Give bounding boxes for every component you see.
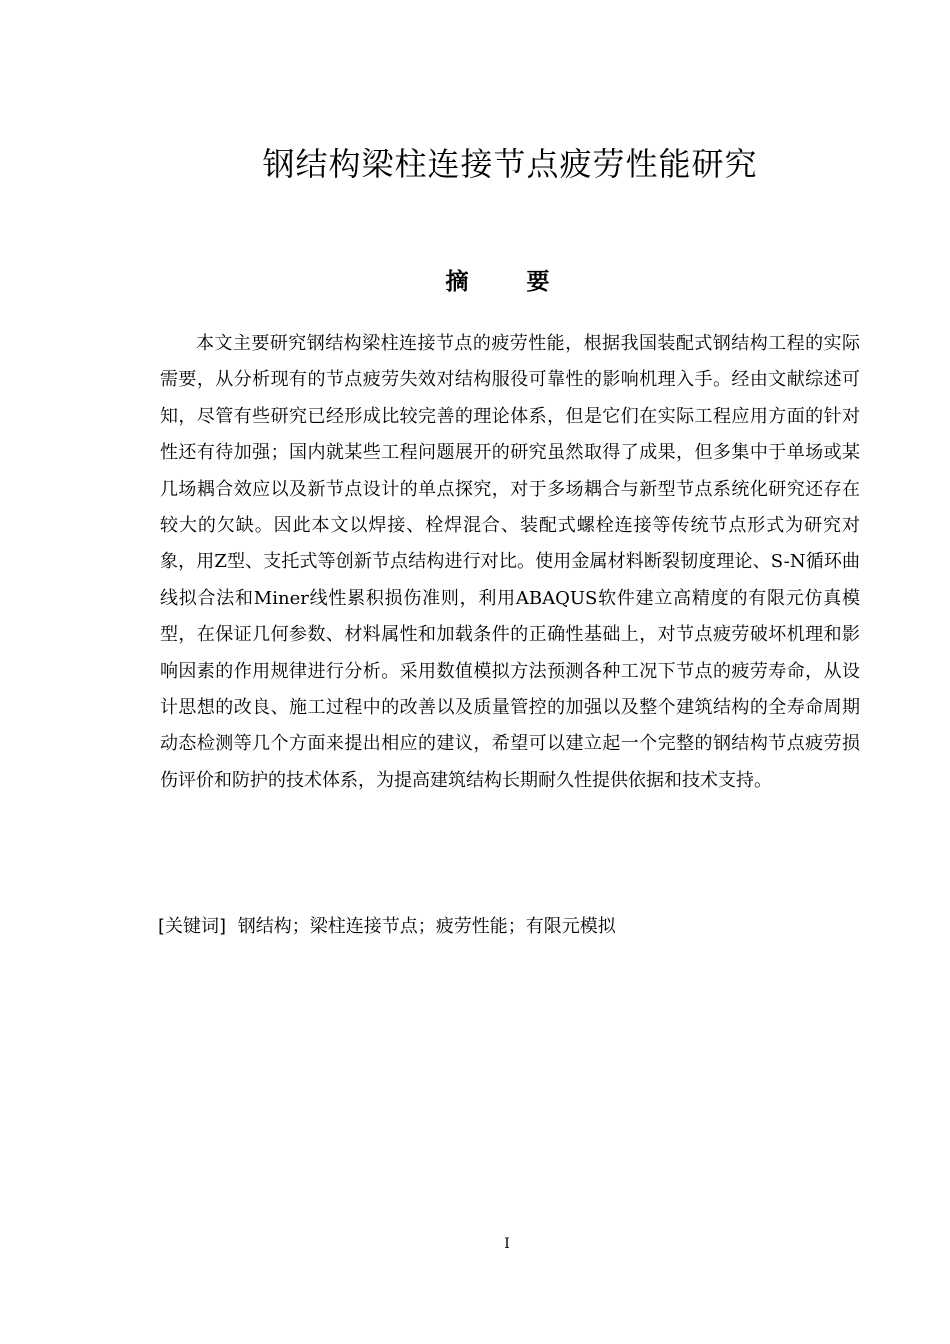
abstract-body: 本文主要研究钢结构梁柱连接节点的疲劳性能，根据我国装配式钢结构工程的实际需要，从分析现有的节点疲劳失效对结构服役可靠性的影响机理入手。经由文献综述可知，尽管有些研究已经形成比较完善的理论体系，但是它们在实际工程应用方面的针对性还有待加强；国内就某些工程问题展开的研究虽然取得了成果，但多集中于单场或某几场耦合效应以及新节点设计的单点探究，对于多场耦合与新型节点系统化研究还存在较大的欠缺。因此本文以焊接、栓焊混合、装配式螺栓连接等传统节点形式为研究对象，用Z型、支托式等创新节点结构进行对比。使用金属材料断裂韧度理论、S-N循环曲线拟合法和Miner线性累积损伤准则，利用ABAQUS软件建立高精度的有限元仿真模型，在保证几何参数、材料属性和加载条件的正确性基础上，对节点疲劳破坏机理和影响因素的作用规律进行分析。采用数值模拟方法预测各种工况下节点的疲劳寿命，从设计思想的改良、施工过程中的改善以及质量管控的加强以及整个建筑结构的全寿命周期动态检测等几个方面来提出相应的建议，希望可以建立起一个完整的钢结构节点疲劳损伤评价和防护的技术体系，为提高建筑结构长期耐久性提供依据和技术支持。	[160, 333, 860, 791]
keywords-label: [关键词]	[158, 916, 227, 937]
keywords-text: 钢结构；梁柱连接节点；疲劳性能；有限元模拟	[237, 916, 616, 937]
document-title: 钢结构梁柱连接节点疲劳性能研究	[262, 145, 758, 183]
page-number: I	[504, 1236, 510, 1252]
abstract-heading: 摘 要	[445, 269, 575, 295]
keywords-line	[158, 912, 878, 942]
